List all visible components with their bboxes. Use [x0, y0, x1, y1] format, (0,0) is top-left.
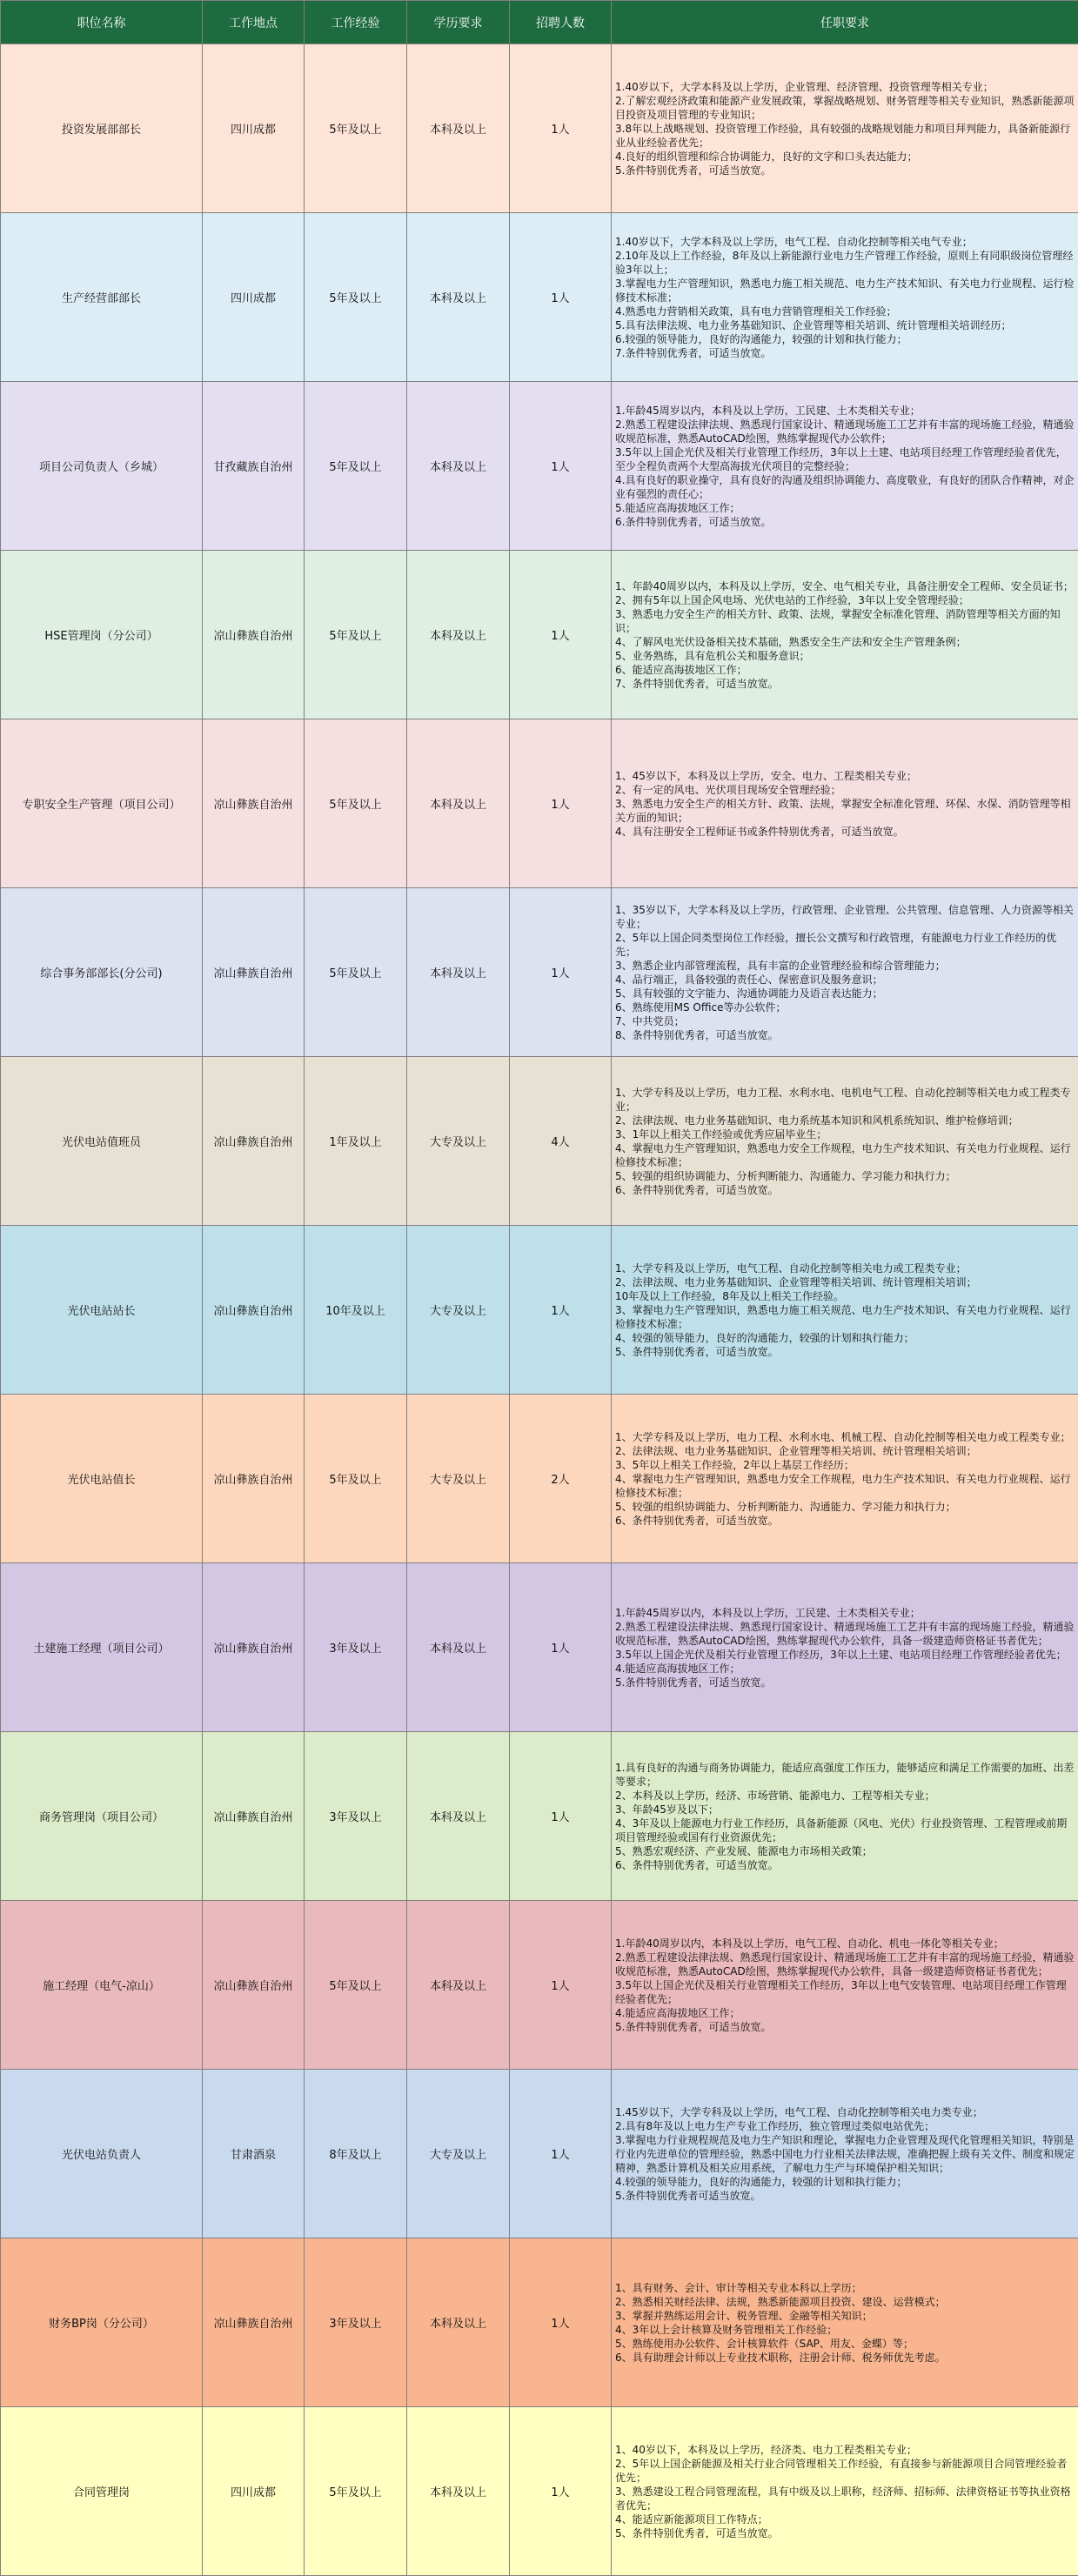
requirement-line: 3.5年以上国企光伏及相关行业管理相关工作经历，3年以上电气安装管理、电站项目经理工作管理经验者优先；: [615, 1978, 1075, 2006]
requirement-line: 2.熟悉工程建设法律法规、熟悉现行国家设计、精通现场施工工艺并有丰富的现场施工经验，精通验收规范标准，熟悉AutoCAD绘图，熟练掌握现代办公软件，具备一级建造师资格证书者优先；: [615, 1620, 1075, 1648]
cell-count: 1人: [510, 2238, 612, 2407]
header-education: 学历要求: [407, 1, 510, 44]
requirement-line: 1.年龄40周岁以内，本科及以上学历，电气工程、自动化、机电一体化等相关专业；: [615, 1937, 1075, 1950]
cell-count: 1人: [510, 1732, 612, 1901]
cell-count: 1人: [510, 2407, 612, 2576]
requirement-line: 3、熟悉建设工程合同管理流程，具有中级及以上职称，经济师、招标师、法律资格证书等执业资格者优先；: [615, 2485, 1075, 2512]
requirement-line: 3、熟悉电力安全生产的相关方针、政策、法规，掌握安全标准化管理、环保、水保、消防管理等相关方面的知识；: [615, 797, 1075, 825]
requirement-line: 5.条件特别优秀者可适当放宽。: [615, 2189, 1075, 2203]
requirement-line: 5、具有较强的文字能力、沟通协调能力及语言表达能力；: [615, 987, 1075, 1000]
requirement-line: 8、条件特别优秀者，可适当放宽。: [615, 1028, 1075, 1042]
cell-count: 1人: [510, 2070, 612, 2238]
cell-location: 凉山彝族自治州: [203, 888, 305, 1057]
cell-position: 光伏电站值班员: [1, 1057, 203, 1226]
requirement-line: 1、35岁以下，大学本科及以上学历，行政管理、企业管理、公共管理、信息管理、人力资源等相关专业；: [615, 903, 1075, 931]
requirement-line: 2、5年以上国企新能源及相关行业合同管理相关工作经验，有直接参与新能源项目合同管理经验者优先；: [615, 2457, 1075, 2485]
cell-education: 本科及以上: [407, 1732, 510, 1901]
cell-position: HSE管理岗（分公司）: [1, 551, 203, 719]
cell-position: 项目公司负责人（乡城）: [1, 382, 203, 551]
table-row: [1, 551, 1078, 719]
requirement-line: 4、3年及以上能源电力行业工作经历，具备新能源（风电、光伏）行业投资管理、工程管理或前期项目管理经验或国有行业资源优先；: [615, 1817, 1075, 1844]
cell-experience: 5年及以上: [305, 213, 407, 382]
requirement-line: 2.10年及以上工作经验，8年及以上新能源行业电力生产管理工作经验，原则上有同职级岗位管理经验3年以上；: [615, 249, 1075, 277]
cell-requirements: [612, 44, 1078, 213]
table-body: [1, 44, 1078, 2576]
cell-experience: 10年及以上: [305, 1226, 407, 1395]
requirement-line: 1.年龄45周岁以内，本科及以上学历，工民建、土木类相关专业；: [615, 1606, 1075, 1620]
requirement-line: 4.熟悉电力营销相关政策，具有电力营销管理相关工作经验；: [615, 304, 1075, 318]
requirement-line: 6.较强的领导能力，良好的沟通能力，较强的计划和执行能力；: [615, 332, 1075, 346]
requirement-line: 2.熟悉工程建设法律法规、熟悉现行国家设计、精通现场施工工艺并有丰富的现场施工经验，精通验收规范标准，熟悉AutoCAD绘图，熟练掌握现代办公软件；: [615, 418, 1075, 445]
cell-experience: 5年及以上: [305, 1395, 407, 1563]
cell-requirements: [612, 213, 1078, 382]
cell-requirements: [612, 1732, 1078, 1901]
requirement-line: 6、熟练使用MS Office等办公软件；: [615, 1000, 1075, 1014]
requirement-line: 5、条件特别优秀者，可适当放宽。: [615, 2526, 1075, 2540]
requirement-line: 1、45岁以下，本科及以上学历，安全、电力、工程类相关专业；: [615, 769, 1075, 783]
requirement-line: 1、40岁以下，本科及以上学历，经济类、电力工程类相关专业；: [615, 2443, 1075, 2457]
requirement-line: 5、条件特别优秀者，可适当放宽。: [615, 1345, 1075, 1359]
cell-education: 本科及以上: [407, 2407, 510, 2576]
table-header-row: [1, 1, 1078, 44]
cell-position: 合同管理岗: [1, 2407, 203, 2576]
cell-requirements: [612, 1395, 1078, 1563]
requirement-line: 1、具有财务、会计、审计等相关专业本科以上学历；: [615, 2281, 1075, 2295]
cell-requirements: [612, 2238, 1078, 2407]
cell-location: 凉山彝族自治州: [203, 551, 305, 719]
cell-location: 凉山彝族自治州: [203, 1901, 305, 2070]
cell-location: 甘肃酒泉: [203, 2070, 305, 2238]
cell-location: 凉山彝族自治州: [203, 1057, 305, 1226]
table-row: [1, 44, 1078, 213]
cell-experience: 5年及以上: [305, 44, 407, 213]
cell-count: 1人: [510, 888, 612, 1057]
header-requirements: 任职要求: [612, 1, 1078, 44]
requirement-line: 3、熟悉企业内部管理流程，具有丰富的企业管理经验和综合管理能力；: [615, 959, 1075, 973]
table-row: [1, 382, 1078, 551]
requirement-line: 5、较强的组织协调能力、分析判断能力、沟通能力、学习能力和执行力；: [615, 1500, 1075, 1514]
requirement-line: 2、法律法规、电力业务基础知识、电力系统基本知识和风机系统知识、维护检修培训；: [615, 1114, 1075, 1127]
cell-location: 四川成都: [203, 213, 305, 382]
requirement-line: 4、掌握电力生产管理知识，熟悉电力安全工作规程，电力生产技术知识、有关电力行业规程、运行检修技术标准；: [615, 1141, 1075, 1169]
cell-location: 凉山彝族自治州: [203, 1395, 305, 1563]
requirement-line: 4.良好的组织管理和综合协调能力，良好的文字和口头表达能力；: [615, 150, 1075, 164]
requirement-line: 2、法律法规、电力业务基础知识、企业管理等相关培训、统计管理相关培训；: [615, 1444, 1075, 1458]
cell-location: 凉山彝族自治州: [203, 1563, 305, 1732]
requirement-line: 10年及以上工作经验，8年及以上相关工作经验。: [615, 1289, 1075, 1303]
cell-requirements: [612, 1563, 1078, 1732]
requirement-line: 2、5年以上国企同类型岗位工作经验，擅长公文撰写和行政管理，有能源电力行业工作经历的优先；: [615, 931, 1075, 959]
cell-education: 本科及以上: [407, 551, 510, 719]
requirement-line: 5、较强的组织协调能力、分析判断能力、沟通能力、学习能力和执行力；: [615, 1169, 1075, 1183]
requirement-line: 4.较强的领导能力，良好的沟通能力，较强的计划和执行能力；: [615, 2175, 1075, 2189]
requirement-line: 3.掌握电力生产管理知识，熟悉电力施工相关规范、电力生产技术知识、有关电力行业规程、运行检修技术标准；: [615, 277, 1075, 304]
cell-position: 商务管理岗（项目公司）: [1, 1732, 203, 1901]
cell-requirements: [612, 2070, 1078, 2238]
cell-position: 土建施工经理（项目公司）: [1, 1563, 203, 1732]
cell-position: 投资发展部部长: [1, 44, 203, 213]
requirement-line: 6、具有助理会计师以上专业技术职称，注册会计师、税务师优先考虑。: [615, 2351, 1075, 2365]
requirement-line: 2.了解宏观经济政策和能源产业发展政策，掌握战略规划、财务管理等相关专业知识，熟悉新能源项目投资及项目管理的专业知识；: [615, 94, 1075, 122]
requirement-line: 6、条件特别优秀者，可适当放宽。: [615, 1858, 1075, 1872]
cell-experience: 5年及以上: [305, 719, 407, 888]
cell-requirements: [612, 1901, 1078, 2070]
requirement-line: 1、大学专科及以上学历，电力工程、水利水电、机械工程、自动化控制等相关电力或工程类专业；: [615, 1430, 1075, 1444]
cell-count: 1人: [510, 1563, 612, 1732]
requirement-line: 1.40岁以下，大学本科及以上学历，企业管理、经济管理、投资管理等相关专业；: [615, 80, 1075, 94]
cell-education: 本科及以上: [407, 382, 510, 551]
requirement-line: 5、业务熟练，具有危机公关和服务意识；: [615, 649, 1075, 663]
requirement-line: 5.条件特别优秀者，可适当放宽。: [615, 164, 1075, 177]
requirement-line: 3、年龄45岁及以下；: [615, 1803, 1075, 1817]
requirement-line: 6、条件特别优秀者，可适当放宽。: [615, 1514, 1075, 1528]
cell-requirements: [612, 382, 1078, 551]
requirement-line: 5、熟练使用办公软件、会计核算软件（SAP、用友、金蝶）等；: [615, 2337, 1075, 2351]
cell-count: 1人: [510, 382, 612, 551]
requirement-line: 5.条件特别优秀者，可适当放宽。: [615, 1676, 1075, 1689]
cell-experience: 3年及以上: [305, 2238, 407, 2407]
table-row: [1, 1057, 1078, 1226]
cell-requirements: [612, 888, 1078, 1057]
cell-count: 1人: [510, 213, 612, 382]
cell-experience: 8年及以上: [305, 2070, 407, 2238]
table-row: [1, 1732, 1078, 1901]
requirement-line: 1.45岁以下，大学专科及以上学历，电气工程、自动化控制等相关电力类专业；: [615, 2105, 1075, 2119]
cell-position: 光伏电站站长: [1, 1226, 203, 1395]
cell-requirements: [612, 551, 1078, 719]
requirement-line: 2、法律法规、电力业务基础知识、企业管理等相关培训、统计管理相关培训；: [615, 1275, 1075, 1289]
requirement-line: 4、品行端正，具备较强的责任心、保密意识及服务意识；: [615, 973, 1075, 987]
requirement-line: 1、年龄40周岁以内，本科及以上学历，安全、电气相关专业，具备注册安全工程师、安全员证书；: [615, 579, 1075, 593]
cell-education: 大专及以上: [407, 2070, 510, 2238]
requirement-line: 4、掌握电力生产管理知识，熟悉电力安全工作规程，电力生产技术知识、有关电力行业规程、运行检修技术标准；: [615, 1472, 1075, 1500]
cell-position: 施工经理（电气-凉山）: [1, 1901, 203, 2070]
cell-education: 大专及以上: [407, 1226, 510, 1395]
requirement-line: 3.8年以上战略规划、投资管理工作经验，具有较强的战略规划能力和项目拜判能力，具备新能源行业从业经验者优先；: [615, 122, 1075, 150]
cell-education: 本科及以上: [407, 213, 510, 382]
cell-education: 本科及以上: [407, 1901, 510, 2070]
cell-position: 综合事务部部长(分公司): [1, 888, 203, 1057]
cell-requirements: [612, 2407, 1078, 2576]
cell-experience: 1年及以上: [305, 1057, 407, 1226]
requirement-line: 3.5年以上国企光伏及相关行业管理工作经历，3年以上土建、电站项目经理工作管理经验者优先；: [615, 1648, 1075, 1662]
cell-experience: 5年及以上: [305, 382, 407, 551]
requirement-line: 4、能适应新能源项目工作特点；: [615, 2512, 1075, 2526]
requirement-line: 2.熟悉工程建设法律法规、熟悉现行国家设计、精通现场施工工艺并有丰富的现场施工经验，精通验收规范标准，熟悉AutoCAD绘图，熟练掌握现代办公软件，具备一级建造师资格证书者优先；: [615, 1950, 1075, 1978]
header-position: 职位名称: [1, 1, 203, 44]
header-experience: 工作经验: [305, 1, 407, 44]
cell-experience: 5年及以上: [305, 888, 407, 1057]
cell-education: 本科及以上: [407, 1563, 510, 1732]
cell-count: 1人: [510, 551, 612, 719]
requirement-line: 2.具有8年及以上电力生产专业工作经历，独立管理过类似电站优先；: [615, 2119, 1075, 2133]
requirement-line: 4.能适应高海拔地区工作；: [615, 1662, 1075, 1676]
cell-requirements: [612, 719, 1078, 888]
cell-count: 1人: [510, 719, 612, 888]
table-row: [1, 2238, 1078, 2407]
requirement-line: 7、条件特别优秀者，可适当放宽。: [615, 677, 1075, 691]
requirement-line: 1、大学专科及以上学历，电力工程、水利水电、电机电气工程、自动化控制等相关电力或工程类专业；: [615, 1086, 1075, 1114]
cell-education: 大专及以上: [407, 1057, 510, 1226]
requirement-line: 3、掌握并熟练运用会计、税务管理、金融等相关知识；: [615, 2309, 1075, 2323]
cell-location: 四川成都: [203, 2407, 305, 2576]
table-row: [1, 888, 1078, 1057]
requirement-line: 4、具有注册安全工程师证书或条件特别优秀者，可适当放宽。: [615, 825, 1075, 839]
cell-count: 1人: [510, 1901, 612, 2070]
cell-experience: 3年及以上: [305, 1563, 407, 1732]
cell-education: 本科及以上: [407, 888, 510, 1057]
requirement-line: 3、熟悉电力安全生产的相关方针、政策、法规，掌握安全标准化管理、消防管理等相关方面的知识；: [615, 607, 1075, 635]
requirement-line: 1.40岁以下，大学本科及以上学历，电气工程、自动化控制等相关电气专业；: [615, 235, 1075, 249]
requirement-line: 2、本科及以上学历，经济、市场营销、能源电力、工程等相关专业；: [615, 1789, 1075, 1803]
requirement-line: 5.能适应高海拔地区工作；: [615, 501, 1075, 515]
requirement-line: 5.条件特别优秀者，可适当放宽。: [615, 2020, 1075, 2034]
cell-location: 凉山彝族自治州: [203, 2238, 305, 2407]
cell-count: 1人: [510, 1226, 612, 1395]
requirement-line: 2、有一定的风电、光伏项目现场安全管理经验；: [615, 783, 1075, 797]
requirement-line: 3、5年以上相关工作经验，2年以上基层工作经历；: [615, 1458, 1075, 1472]
requirement-line: 4、了解风电光伏设备相关技术基础，熟悉安全生产法和安全生产管理条例；: [615, 635, 1075, 649]
cell-location: 凉山彝族自治州: [203, 719, 305, 888]
cell-count: 2人: [510, 1395, 612, 1563]
cell-experience: 5年及以上: [305, 2407, 407, 2576]
cell-education: 本科及以上: [407, 2238, 510, 2407]
table-row: [1, 719, 1078, 888]
table-row: [1, 1901, 1078, 2070]
requirement-line: 4、3年以上会计核算及财务管理相关工作经验；: [615, 2323, 1075, 2337]
requirement-line: 4.具有良好的职业操守，具有良好的沟通及组织协调能力、高度敬业，有良好的团队合作精神，对企业有强烈的责任心；: [615, 473, 1075, 501]
requirement-line: 5、熟悉宏观经济、产业发展、能源电力市场相关政策；: [615, 1844, 1075, 1858]
requirement-line: 3、掌握电力生产管理知识，熟悉电力施工相关规范、电力生产技术知识、有关电力行业规程、运行检修技术标准；: [615, 1303, 1075, 1331]
cell-requirements: [612, 1057, 1078, 1226]
requirement-line: 2、熟悉相关财经法律、法规，熟悉新能源项目投资、建设、运营模式；: [615, 2295, 1075, 2309]
requirement-line: 3、1年以上相关工作经验或优秀应届毕业生；: [615, 1127, 1075, 1141]
cell-location: 甘孜藏族自治州: [203, 382, 305, 551]
cell-experience: 5年及以上: [305, 1901, 407, 2070]
requirement-line: 6、条件特别优秀者，可适当放宽。: [615, 1183, 1075, 1197]
cell-education: 本科及以上: [407, 719, 510, 888]
requirement-line: 7.条件特别优秀者，可适当放宽。: [615, 346, 1075, 360]
cell-position: 光伏电站值长: [1, 1395, 203, 1563]
cell-education: 大专及以上: [407, 1395, 510, 1563]
requirement-line: 6、能适应高海拔地区工作；: [615, 663, 1075, 677]
header-count: 招聘人数: [510, 1, 612, 44]
cell-requirements: [612, 1226, 1078, 1395]
cell-position: 专职安全生产管理（项目公司）: [1, 719, 203, 888]
requirement-line: 2、拥有5年以上国企风电场、光伏电站的工作经验，3年以上安全管理经验；: [615, 593, 1075, 607]
cell-location: 凉山彝族自治州: [203, 1732, 305, 1901]
header-location: 工作地点: [203, 1, 305, 44]
table-row: [1, 2407, 1078, 2576]
requirement-line: 5.具有法律法规、电力业务基础知识、企业管理等相关培训、统计管理相关培训经历；: [615, 318, 1075, 332]
cell-experience: 3年及以上: [305, 1732, 407, 1901]
cell-location: 四川成都: [203, 44, 305, 213]
requirement-line: 4.能适应高海拔地区工作；: [615, 2006, 1075, 2020]
cell-experience: 5年及以上: [305, 551, 407, 719]
cell-position: 生产经营部部长: [1, 213, 203, 382]
requirement-line: 1.年龄45周岁以内，本科及以上学历，工民建、土木类相关专业；: [615, 404, 1075, 418]
cell-count: 1人: [510, 44, 612, 213]
requirement-line: 3.5年以上国企光伏及相关行业管理工作经历，3年以上土建、电站项目经理工作管理经验者优先，至少全程负责两个大型高海拔光伏项目的完整经验；: [615, 445, 1075, 473]
cell-location: 凉山彝族自治州: [203, 1226, 305, 1395]
cell-count: 4人: [510, 1057, 612, 1226]
table-row: [1, 1395, 1078, 1563]
requirement-line: 7、中共党员；: [615, 1014, 1075, 1028]
cell-position: 财务BP岗（分公司）: [1, 2238, 203, 2407]
cell-position: 光伏电站负责人: [1, 2070, 203, 2238]
requirement-line: 3.掌握电力行业规程规范及电力生产知识和理论，掌握电力企业管理及现代化管理相关知识，特别是行业内先进单位的管理经验，熟悉中国电力行业相关法律法规，准确把握上级有关文件、制度和规定精神，熟悉计算机及相关应用系统，了解电力生产与环境保护相关知识；: [615, 2133, 1075, 2175]
cell-education: 本科及以上: [407, 44, 510, 213]
table-row: [1, 1563, 1078, 1732]
requirement-line: 1、大学专科及以上学历，电气工程、自动化控制等相关电力或工程类专业；: [615, 1261, 1075, 1275]
requirement-line: 4、较强的领导能力，良好的沟通能力，较强的计划和执行能力；: [615, 1331, 1075, 1345]
table-row: [1, 1226, 1078, 1395]
table-row: [1, 213, 1078, 382]
requirement-line: 6.条件特别优秀者，可适当放宽。: [615, 515, 1075, 529]
requirement-line: 1.具有良好的沟通与商务协调能力，能适应高强度工作压力，能够适应和满足工作需要的加班、出差等要求；: [615, 1761, 1075, 1789]
table-row: [1, 2070, 1078, 2238]
